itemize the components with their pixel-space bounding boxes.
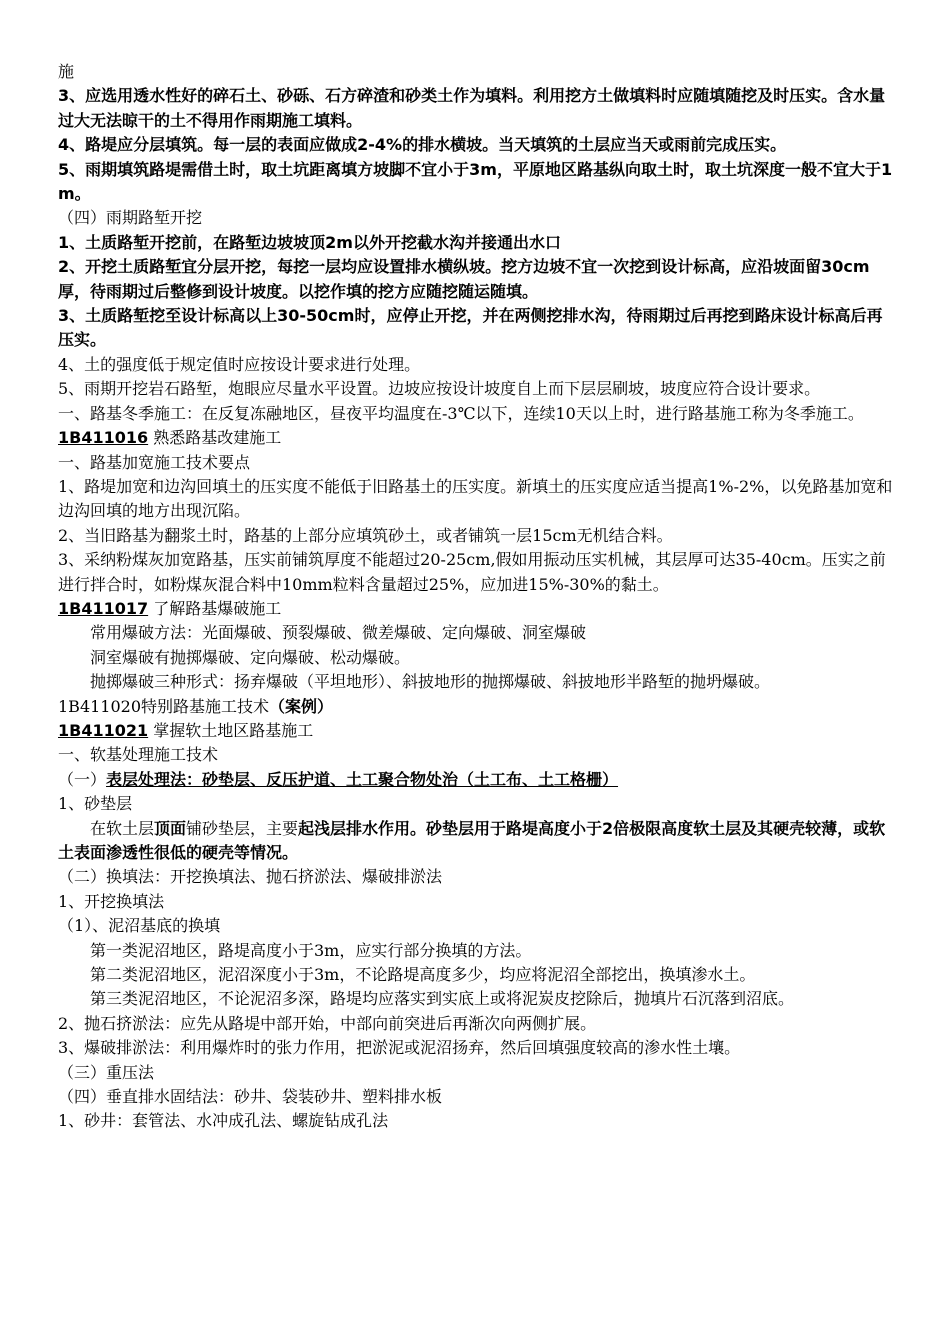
text-line: 3、爆破排淤法：利用爆炸时的张力作用，把淤泥或泥沼扬弃，然后回填强度较高的渗水性土壤。 xyxy=(58,1038,741,1058)
text-line: 3、采纳粉煤灰加宽路基，压实前铺筑厚度不能超过20-25cm,假如用振动压实机械，其层厚可达35-40cm。压实之前进行拌合时，如粉煤灰混合料中10mm粒料含量超过25%，应加进15%-30%的黏土。 xyxy=(58,550,886,594)
subsection-heading: （四）垂直排水固结法：砂井、袋装砂井、塑料排水板 xyxy=(58,1087,443,1107)
text-span: 铺砂垫层，主要 xyxy=(186,818,299,838)
section-heading: 一、软基处理施工技术 xyxy=(58,745,219,765)
case-tag: （案例） xyxy=(269,696,334,716)
section-code: 1B411017 xyxy=(58,598,149,618)
text-line: 施 xyxy=(58,62,75,81)
text-line: 洞室爆破有抛掷爆破、定向爆破、松动爆破。 xyxy=(90,647,411,667)
text-line: 1、砂井：套管法、水冲成孔法、螺旋钻成孔法 xyxy=(58,1111,389,1131)
section-title-text: 1B411020特别路基施工技术 xyxy=(58,696,270,716)
section-title-1B411017 xyxy=(58,597,894,621)
text-line: 常用爆破方法：光面爆破、预裂爆破、微差爆破、定向爆破、洞室爆破 xyxy=(90,623,587,643)
text-line: 2、抛石挤淤法：应先从路堤中部开始，中部向前突进后再渐次向两侧扩展。 xyxy=(58,1013,597,1033)
text-line: （1）、泥沼基底的换填 xyxy=(58,916,221,936)
text-line: 1、砂垫层 xyxy=(58,794,133,814)
subsection-title: 表层处理法：砂垫层、反压护道、土工聚合物处治（土工布、土工格栅） xyxy=(106,769,619,789)
text-line: 抛掷爆破三种形式：扬弃爆破（平坦地形）、斜披地形的抛掷爆破、斜披地形半路堑的抛坍爆破。 xyxy=(90,672,771,692)
section-title-1B411016 xyxy=(58,426,894,450)
section-title-text: 熟悉路基改建施工 xyxy=(148,428,282,448)
section-title-1B411020 xyxy=(58,695,894,719)
section-code: 1B411016 xyxy=(58,428,149,448)
text-span-bold: 顶面 xyxy=(154,818,187,838)
text-line: 1、路堤加宽和边沟回填土的压实度不能低于旧路基土的压实度。新填土的压实度应适当提高1%-2%，以免路基加宽和边沟回填的地方出现沉陷。 xyxy=(58,476,893,521)
section-heading: （四）雨期路堑开挖 xyxy=(58,208,203,228)
section-title-text: 掌握软土地区路基施工 xyxy=(148,720,314,740)
text-line: 3、应选用透水性好的碎石土、砂砾、石方碎渣和砂类土作为填料。利用挖方土做填料时应随填随挖及时压实。含水量过大无法晾干的土不得用作雨期施工填料。 xyxy=(58,86,886,130)
text-line: 4、路堤应分层填筑。每一层的表面应做成2-4%的排水横坡。当天填筑的土层应当天或雨前完成压实。 xyxy=(58,135,787,155)
subsection-heading xyxy=(58,768,894,792)
text-line: 第二类泥沼地区，泥沼深度小于3m，不论路堤高度多少，均应将泥沼全部挖出，换填渗水土。 xyxy=(90,965,756,985)
text-line: 第一类泥沼地区，路堤高度小于3m，应实行部分换填的方法。 xyxy=(90,940,532,960)
text-line: 5、雨期填筑路堤需借土时，取土坑距离填方坡脚不宜小于3m，平原地区路基纵向取土时，取土坑深度一般不宜大于1m。 xyxy=(58,159,893,204)
text-line: 1、土质路堑开挖前，在路堑边坡坡顶2m以外开挖截水沟并接通出水口 xyxy=(58,232,561,252)
text-line: 一、路基冬季施工：在反复冻融地区，昼夜平均温度在-3℃以下，连续10天以上时，进行路基施工称为冬季施工。 xyxy=(58,403,864,423)
text-span: 在软土层 xyxy=(90,818,155,838)
text-line: 5、雨期开挖岩石路堑，炮眼应尽量水平设置。边坡应按设计坡度自上而下层层刷坡，坡度应符合设计要求。 xyxy=(58,379,821,399)
section-title-1B411021 xyxy=(58,719,894,743)
text-line: 2、开挖土质路堑宜分层开挖，每挖一层均应设置排水横纵坡。挖方边坡不宜一次挖到设计标高，应沿坡面留30cm厚，待雨期过后整修到设计坡度。以挖作填的挖方应随挖随运随填。 xyxy=(58,257,870,301)
text-line: 第三类泥沼地区，不论泥沼多深，路堤均应落实到实底上或将泥炭皮挖除后，抛填片石沉落到沼底。 xyxy=(90,989,795,1009)
text-line: 4、土的强度低于规定值时应按设计要求进行处理。 xyxy=(58,354,421,374)
section-code: 1B411021 xyxy=(58,720,149,740)
text-line: 2、当旧路基为翻浆土时，路基的上部分应填筑砂土，或者铺筑一层15cm无机结合料。 xyxy=(58,525,673,545)
subsection-number: （一） xyxy=(58,769,107,789)
text-line: 1、开挖换填法 xyxy=(58,891,165,911)
section-heading: 一、路基加宽施工技术要点 xyxy=(58,452,251,472)
section-title-text: 了解路基爆破施工 xyxy=(148,598,282,618)
text-line: 3、土质路堑挖至设计标高以上30-50cm时，应停止开挖，并在两侧挖排水沟，待雨期过后再挖到路床设计标高后再压实。 xyxy=(58,306,883,350)
text-span-bold: 起浅层排水作用。砂垫层用于路堤高度小于2倍极限高度软土层及其硬壳较薄，或软土表面渗透性很低的硬壳等情况。 xyxy=(58,818,886,862)
text-line xyxy=(58,817,894,866)
subsection-heading: （二）换填法：开挖换填法、抛石挤淤法、爆破排淤法 xyxy=(58,867,443,887)
subsection-heading: （三）重压法 xyxy=(58,1062,155,1082)
